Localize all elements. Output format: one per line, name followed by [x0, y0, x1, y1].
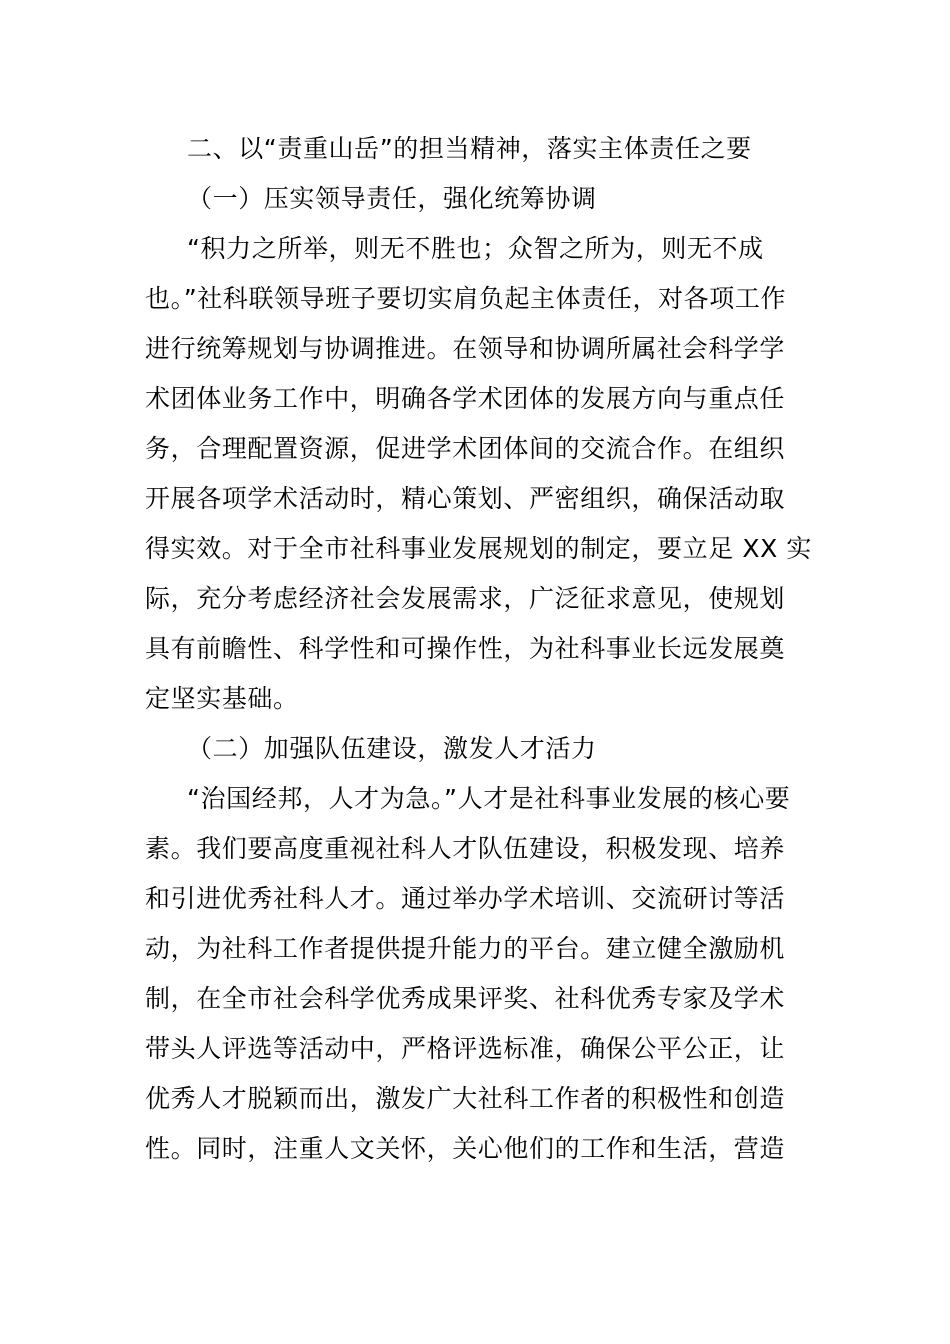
section-heading: 二、以“责重山岳”的担当精神，落实主体责任之要 [187, 134, 752, 163]
paragraph-1-line-5: 务，合理配置资源，促进学术团体间的交流合作。在组织 [145, 434, 786, 463]
paragraph-1-line-7: 得实效。对于全市社科事业发展规划的制定，要立足 XX 实 [145, 534, 812, 563]
paragraph-1-line-8: 际，充分考虑经济社会发展需求，广泛征求意见，使规划 [145, 584, 786, 613]
paragraph-1-line-6: 开展各项学术活动时，精心策划、严密组织，确保活动取 [145, 484, 786, 513]
paragraph-2-line-1: “治国经邦，人才为急。”人才是社科事业发展的核心要 [187, 784, 791, 813]
subsection-heading-2: （二）加强队伍建设，激发人才活力 [187, 734, 597, 763]
paragraph-1-line-1: “积力之所举，则无不胜也；众智之所为，则无不成 [187, 234, 764, 263]
paragraph-2-line-7: 优秀人才脱颖而出，激发广大社科工作者的积极性和创造 [145, 1084, 786, 1113]
paragraph-2-line-8: 性。同时，注重人文关怀，关心他们的工作和生活，营造 [145, 1134, 786, 1163]
paragraph-1-line-3: 进行统筹规划与协调推进。在领导和协调所属社会科学学 [145, 334, 786, 363]
paragraph-2-line-6: 带头人评选等活动中，严格评选标准，确保公平公正，让 [145, 1034, 786, 1063]
paragraph-2-line-4: 动，为社科工作者提供提升能力的平台。建立健全激励机 [145, 934, 786, 963]
paragraph-1-line-9: 具有前瞻性、科学性和可操作性，为社科事业长远发展奠 [145, 634, 786, 663]
paragraph-1-line-10: 定坚实基础。 [145, 684, 299, 713]
paragraph-1-line-4: 术团体业务工作中，明确各学术团体的发展方向与重点任 [145, 384, 786, 413]
paragraph-2-line-2: 素。我们要高度重视社科人才队伍建设，积极发现、培养 [145, 834, 786, 863]
paragraph-2-line-5: 制，在全市社会科学优秀成果评奖、社科优秀专家及学术 [145, 984, 786, 1013]
paragraph-1-line-2: 也。”社科联领导班子要切实肩负起主体责任，对各项工作 [145, 284, 787, 313]
paragraph-2-line-3: 和引进优秀社科人才。通过举办学术培训、交流研讨等活 [145, 884, 786, 913]
subsection-heading-1: （一）压实领导责任，强化统筹协调 [187, 184, 597, 213]
